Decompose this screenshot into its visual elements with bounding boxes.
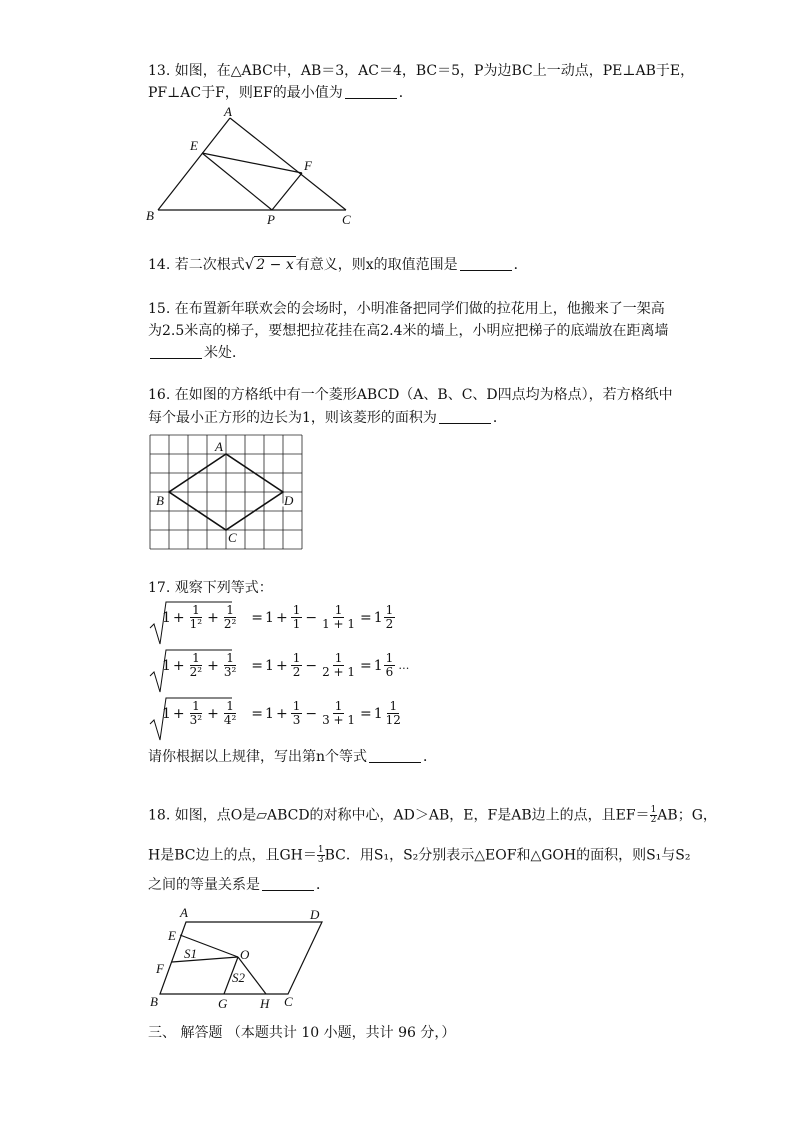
label-S1: S1	[184, 946, 197, 961]
label-D: D	[310, 907, 320, 922]
q14-answer-blank[interactable]	[460, 256, 512, 271]
q13-triangle-figure	[140, 102, 370, 232]
q18-line1: 18. 如图，点O是▱ABCD的对称中心，AD＞AB，E，F是AB边上的点，且EF＝ $\frac{1}{2}$ AB；G，	[148, 805, 717, 825]
label-E: E	[190, 138, 198, 153]
label-D: D	[284, 493, 294, 508]
q18-parallelogram-figure	[148, 905, 338, 1015]
q17-ask: 请你根据以上规律，写出第n个等式 ．	[148, 749, 438, 765]
label-S2: S2	[232, 970, 245, 985]
q15-line1: 15. 在布置新年联欢会的会场时，小明准备把同学们做的拉花用上，他搬来了一架高	[148, 301, 665, 317]
label-B: B	[156, 493, 164, 508]
q18-line2: H是BC边上的点，且GH＝ $\frac{1}{3}$ BC．用S₁，S₂分别表示△EOF和△GOH的面积，则S₁与S₂	[148, 845, 691, 865]
q13-answer-blank[interactable]	[345, 84, 397, 99]
label-P: P	[267, 212, 275, 227]
label-A: A	[224, 104, 232, 119]
q16-answer-blank[interactable]	[439, 409, 491, 424]
q16-line2: 每个最小正方形的边长为1，则该菱形的面积为 ．	[148, 410, 507, 426]
label-B: B	[146, 208, 154, 223]
section3-heading: 三、 解答题 （本题共计 10 小题，共计 96 分，）	[148, 1025, 456, 1041]
fraction-half: $\frac{1}{2}$	[650, 805, 657, 825]
q13-line2: PF⊥AC于F，则EF的最小值为 ．	[148, 85, 413, 101]
label-H: H	[260, 996, 270, 1011]
q16-grid-figure	[150, 435, 302, 549]
label-C: C	[342, 212, 351, 227]
label-A: A	[215, 439, 223, 454]
label-F: F	[156, 961, 164, 976]
q17-answer-blank[interactable]	[369, 748, 421, 763]
sqrt-icon: √	[244, 255, 255, 273]
label-O: O	[240, 947, 250, 962]
label-F: F	[304, 158, 312, 173]
q17-title: 17. 观察下列等式：	[148, 580, 273, 596]
q16-line1: 16. 在如图的方格纸中有一个菱形ABCD（A、B、C、D四点均为格点），若方格纸中	[148, 387, 673, 403]
label-G: G	[218, 996, 228, 1011]
q13-line1: 13. 如图，在△ABC中，AB＝3，AC＝4，BC＝5，P为边BC上一动点，PE⊥AB于E，	[148, 63, 695, 79]
q15-line3: 米处．	[148, 344, 246, 362]
q18-line3: 之间的等量关系是 ．	[148, 877, 330, 893]
fraction-third: $\frac{1}{3}$	[317, 845, 324, 865]
label-B: B	[150, 994, 158, 1009]
q15-answer-blank[interactable]	[150, 344, 202, 359]
q14-line: 14. 若二次根式√ 2 − x 有意义，则x的取值范围是 ．	[148, 255, 528, 273]
label-A: A	[180, 905, 188, 920]
label-C: C	[228, 530, 237, 545]
q18-answer-blank[interactable]	[262, 876, 314, 891]
label-C: C	[284, 994, 293, 1009]
q15-line2: 为2.5米高的梯子，要想把拉花挂在高2.4米的墙上，小明应把梯子的底端放在距离墙	[148, 323, 669, 339]
label-E: E	[168, 928, 176, 943]
